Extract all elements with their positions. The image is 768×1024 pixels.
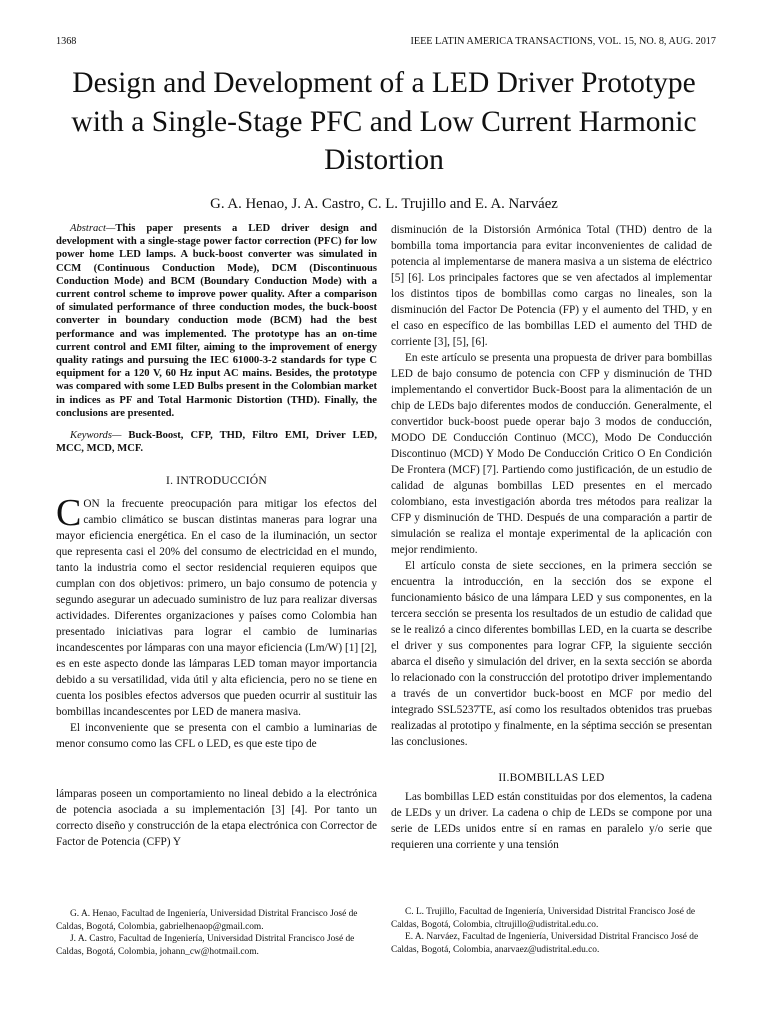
footnotes-left [56, 908, 374, 958]
footnote-castro: J. A. Castro, Facultad de Ingeniería, Universidad Distrital Francisco José de Caldas, Bogotá, Colombia, johann_cw@hotmail.com. [56, 934, 355, 957]
intro-paragraph-3: lámparas poseen un comportamiento no lineal debido a la electrónica de potencia asociada a su implementación [3] [4]. Por tanto un correcto diseño y construcción de la etapa electrónica con Corrector de Factor de Potencia (CFP) Y [56, 788, 377, 849]
intro-paragraph-2: El inconveniente que se presenta con el cambio a luminarias de menor consumo como las CFL o LED, es que este tipo de [56, 722, 377, 751]
author-list: G. A. Henao, J. A. Castro, C. L. Trujillo and E. A. Narváez [210, 196, 558, 212]
footnote-henao: G. A. Henao, Facultad de Ingeniería, Universidad Distrital Francisco José de Caldas, Bogotá, Colombia, gabrielhenaop@gmail.com. [56, 909, 358, 932]
section-heading-introduction: I. INTRODUCCIÓN [166, 474, 267, 488]
keywords [56, 429, 377, 455]
section-heading-bombillas-led: II.BOMBILLAS LED [498, 771, 605, 784]
journal-name: IEEE LATIN AMERICA TRANSACTIONS, VOL. 15, NO. 8, AUG. 2017 [410, 36, 716, 47]
keywords-label: Keywords— [70, 430, 122, 442]
page-number: 1368 [56, 36, 77, 47]
intro-paragraph-1 [56, 492, 377, 720]
abstract [56, 222, 377, 420]
abstract-label: Abstract— [70, 223, 116, 234]
bombillas-paragraph-1: Las bombillas LED están constituidas por dos elementos, la cadena de LEDs y un driver. La cadena o chip de LEDs se compone por una serie de LEDs unidos entre sí en ramas en paralelo y/o serie que requieren una corriente y una tensión [391, 791, 712, 851]
abstract-text: This paper presents a LED driver design and development with a single-stage power factor correction (PFC) for low power home LED lamps. A buck-boost converter was simulated in CCM (Continuous Conduction Mode), DCM (Discontinuous Conduction Mode) and BCM (Boundary Conduction Mode) with a current control scheme to improve power quality. After a comparison of simulated performance of three conduction modes, the buck-boost converter in boundary conduction mode (BCM) had the best performance and was implemented. The prototype has an on-time current control and EMI filter, aiming to the improvement of energy quality ratings and pursuing the IEC 61000-3-2 standards for type C equipment for a 120 V, 60 Hz input AC mains. Besides, the prototype was compared with some LED Bulbs present in the Colombian market in indices as PF and Total Harmonic Distortion (THD). Finally, the conclusions are presented. [56, 223, 377, 419]
intro-paragraph-4: disminución de la Distorsión Armónica Total (THD) dentro de la bombilla toma importancia para evitar inconvenientes de calidad de potencia al implementarse de manera masiva a un sistema de eléctrico [5] [6]. Los principales factores que se ven afectados al implementar los distintos tipos de bombillas como cargas no lineales, son la disminución del Factor De Potencia (FP) y el aumento del THD, y en el caso en específico de las bombillas LED el aumento del THD de corriente [3], [5], [6]. [391, 224, 712, 348]
drop-cap-word: ON [83, 498, 100, 511]
intro-paragraph-5: En este artículo se presenta una propuesta de driver para bombillas LED de bajo consumo de potencia con CFP y disminución de THD implementando el convertidor Buck-Boost para la alimentación de un chip de LEDs bajo diferentes modos de conducción. Generalmente, el convertidor buck-boost puede operar bajo 3 modos de conducción, MODO DE Conducción Continuo (MCC), Modo De Conducción Discontinuo (MCD) Y Modo De Conducción Critico O En Condición De Frontera (MCF) [7]. Partiendo como justificación, de un estudio de calidad de algunas bombillas LED presentes en el mercado colombiano, esta investigación aborda tres métodos para realizar la CFP y disminución de THD. Después de una comparación a partir de simulación se realiza el montaje experimental de la aplicación con mejor rendimiento. [391, 352, 712, 556]
drop-cap: C [56, 492, 82, 535]
footnote-narvaez: E. A. Narváez, Facultad de Ingeniería, Universidad Distrital Francisco José de Caldas, Bogotá, Colombia, anarvaez@udistrital.edu.co. [391, 932, 699, 955]
intro-paragraph-6: El artículo consta de siete secciones, en la primera sección se encuentra la introducción, en la sección dos se expone el funcionamiento básico de una lámpara LED y sus componentes, en la tercera sección se presenta los resultados de un estudio de calidad que se le realizó a cinco diferentes bombillas LED, en la cuarta se describe el driver y sus componentes para lograr CFP, la siguiente sección abarca el diseño y simulación del driver, en la sexta sección se aborda lo relacionado con la construcción del prototipo driver implementando a través de un convertidor buck-boost en MCF por medio del integrado SSL5237TE, así como los resultados obtenidos tras pruebas realizadas al prototipo y finalmente, en la séptima sección se presentan las conclusiones. [391, 560, 712, 748]
footnote-trujillo: C. L. Trujillo, Facultad de Ingeniería, Universidad Distrital Francisco José de Caldas, Bogotá, Colombia, cltrujillo@udistrital.edu.co. [391, 907, 696, 930]
left-column [56, 222, 377, 880]
intro-paragraph-1-text: la frecuente preocupación para mitigar los efectos del cambio climático se buscan distintas maneras para lograr una mayor eficiencia energética. En el caso de la iluminación, un sector que representa casi el 20% del consumo de electricidad en el mundo, tanto la industria como el sector residencial requieren equipos que cumplan con dos objetivos: primero, un bajo consumo de potencia y segundo asegurar un adecuado suministro de luz para realizar diversas actividades. Diferentes organizaciones y países como Colombia han presentado iniciativas para lograr el cambio de luminarias incandescentes por lámparas con una mayor eficiencia (Lm/W) [1] [2], es en este aspecto donde las lámparas LED toman mayor importancia debido a su versatilidad, vida útil y alta eficiencia, pero no se tiene en cuenta los posibles efectos adversos que pueden ocurrir al sustituir las bombillas incandescentes por LED de manera masiva. [56, 498, 377, 719]
paper-title: Design and Development of a LED Driver Prototype with a Single-Stage PFC and Low Current Harmonic Distortion [71, 67, 697, 176]
keywords-text: Buck-Boost, CFP, THD, Filtro EMI, Driver LED, MCC, MCD, MCF. [56, 430, 377, 455]
footnotes-right [391, 906, 709, 956]
right-column [391, 222, 712, 892]
